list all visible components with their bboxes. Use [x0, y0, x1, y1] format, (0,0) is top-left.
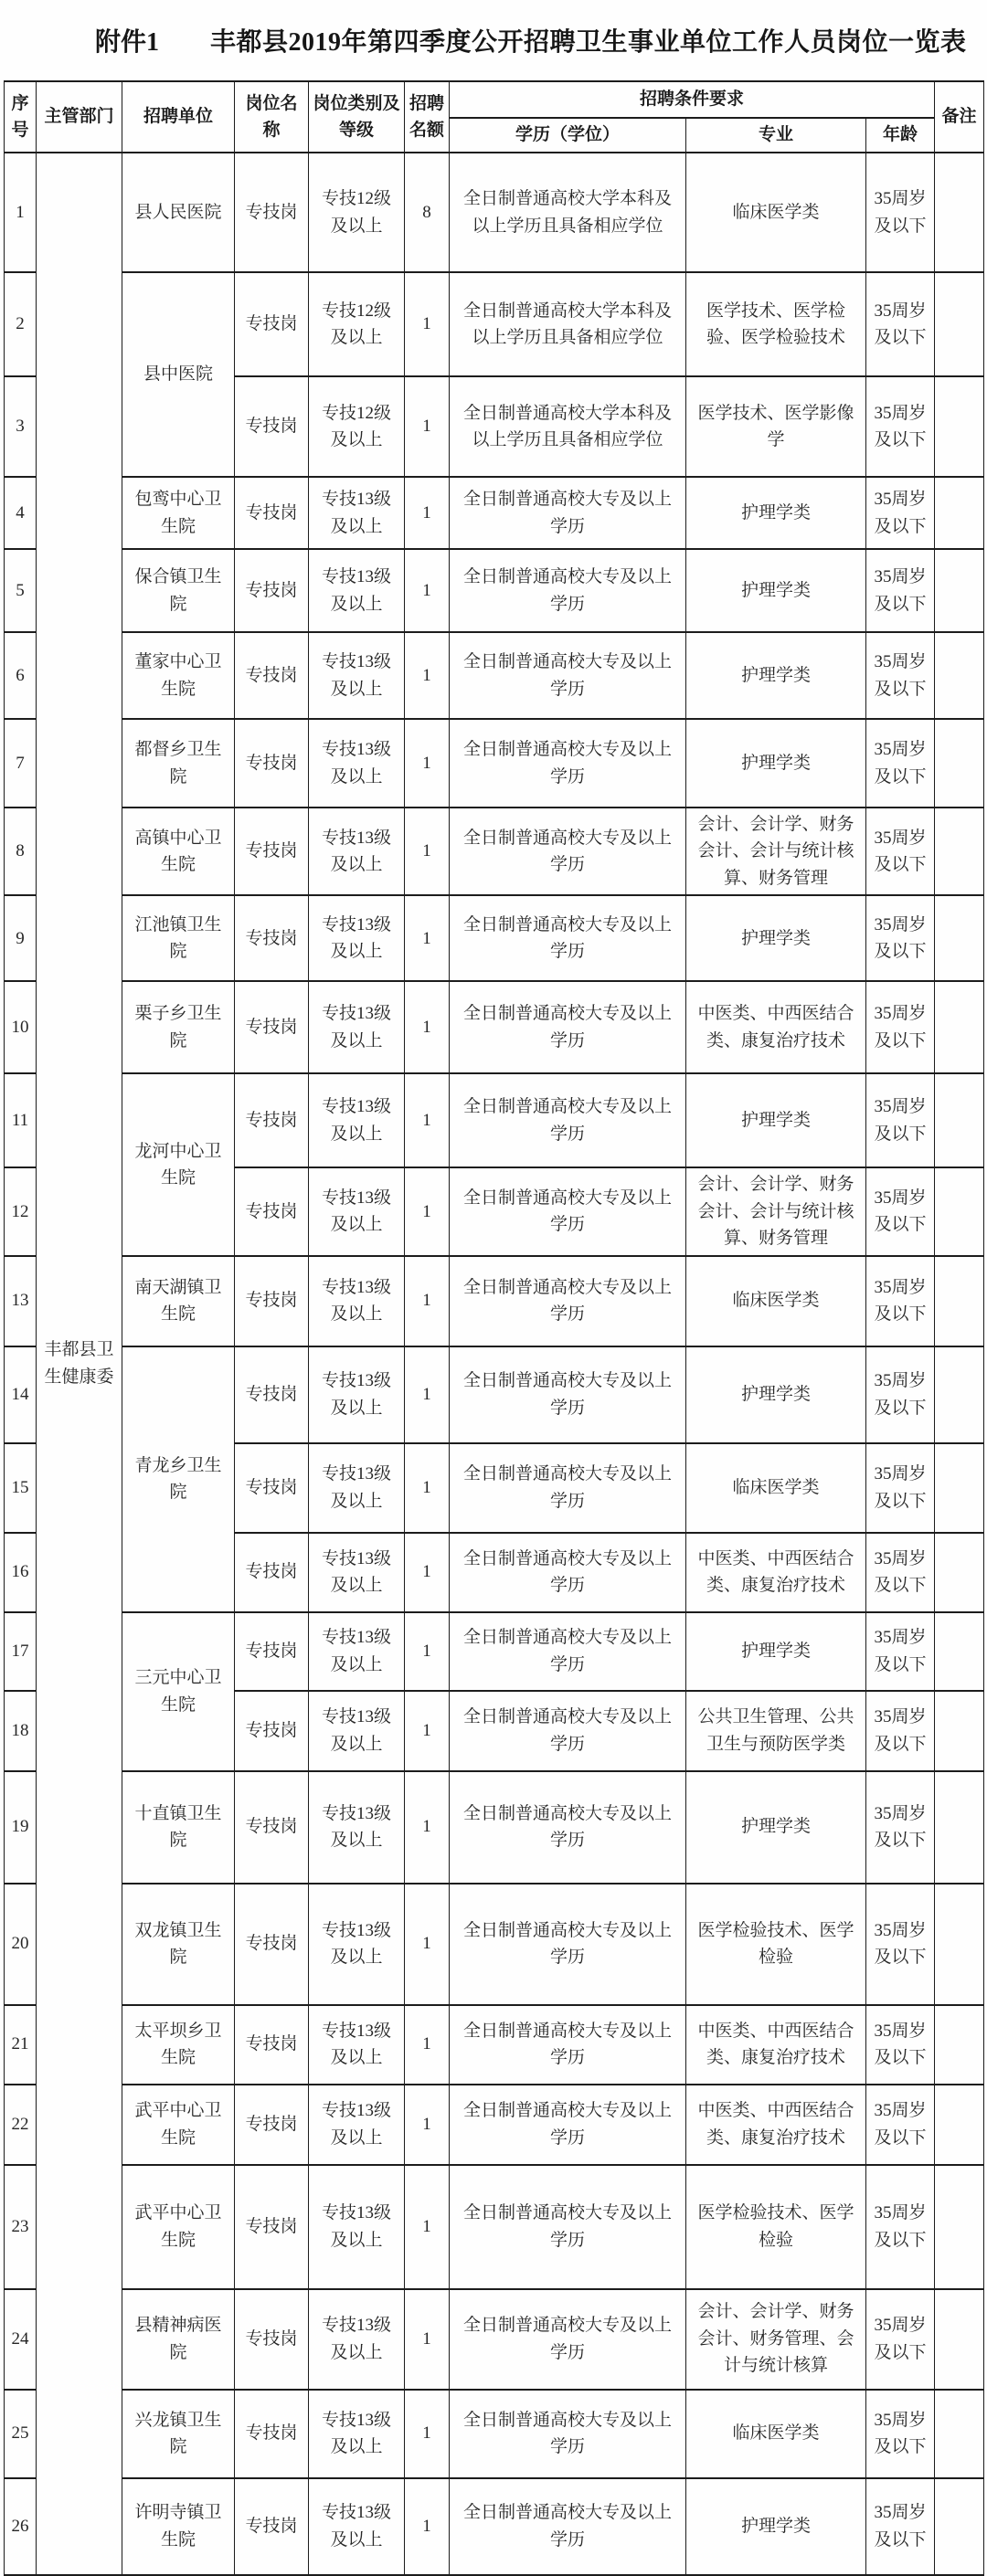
post-level-cell: 专技13级及以上 — [309, 549, 405, 632]
unit-cell: 包鸾中心卫生院 — [122, 477, 235, 549]
post-level-cell: 专技13级及以上 — [309, 1533, 405, 1612]
table-row — [5, 808, 984, 895]
remark-cell — [935, 719, 984, 808]
education-cell: 全日制普通高校大专及以上学历 — [450, 477, 686, 549]
post-level-cell: 专技13级及以上 — [309, 1691, 405, 1771]
post-level-cell: 专技13级及以上 — [309, 2289, 405, 2390]
post-level-cell: 专技13级及以上 — [309, 1443, 405, 1533]
unit-cell: 双龙镇卫生院 — [122, 1884, 235, 2005]
unit-cell: 保合镇卫生院 — [122, 549, 235, 632]
seq-cell: 26 — [5, 2478, 37, 2575]
major-cell: 会计、会计学、财务会计、财务管理、会计与统计核算 — [686, 2289, 866, 2390]
seq-cell: 3 — [5, 376, 37, 477]
major-cell: 护理学类 — [686, 1073, 866, 1167]
education-cell: 全日制普通高校大专及以上学历 — [450, 808, 686, 895]
quota-cell: 1 — [405, 1884, 450, 2005]
quota-cell: 8 — [405, 153, 450, 272]
major-cell: 护理学类 — [686, 1612, 866, 1691]
unit-cell: 南天湖镇卫生院 — [122, 1256, 235, 1346]
seq-cell: 16 — [5, 1533, 37, 1612]
table-row — [5, 1612, 984, 1691]
post-level-cell: 专技13级及以上 — [309, 2165, 405, 2289]
age-cell: 35周岁及以下 — [866, 2165, 935, 2289]
quota-cell: 1 — [405, 272, 450, 376]
table-row — [5, 549, 984, 632]
age-cell: 35周岁及以下 — [866, 2478, 935, 2575]
seq-cell: 19 — [5, 1771, 37, 1884]
post-name-cell: 专技岗 — [235, 2005, 309, 2085]
education-cell: 全日制普通高校大专及以上学历 — [450, 2165, 686, 2289]
post-level-cell: 专技13级及以上 — [309, 1256, 405, 1346]
remark-cell — [935, 1443, 984, 1533]
table-row — [5, 272, 984, 376]
quota-cell: 1 — [405, 1612, 450, 1691]
remark-cell — [935, 808, 984, 895]
age-cell: 35周岁及以下 — [866, 632, 935, 719]
seq-cell: 22 — [5, 2085, 37, 2165]
unit-cell: 许明寺镇卫生院 — [122, 2478, 235, 2575]
header-department: 主管部门 — [37, 81, 122, 153]
education-cell: 全日制普通高校大专及以上学历 — [450, 2289, 686, 2390]
post-level-cell: 专技12级及以上 — [309, 376, 405, 477]
post-level-cell: 专技13级及以上 — [309, 632, 405, 719]
major-cell: 临床医学类 — [686, 1443, 866, 1533]
remark-cell — [935, 895, 984, 981]
education-cell: 全日制普通高校大专及以上学历 — [450, 1691, 686, 1771]
major-cell: 护理学类 — [686, 477, 866, 549]
seq-cell: 5 — [5, 549, 37, 632]
education-cell: 全日制普通高校大专及以上学历 — [450, 981, 686, 1073]
table-row — [5, 2289, 984, 2390]
major-cell: 医学技术、医学影像学 — [686, 376, 866, 477]
table-row — [5, 1771, 984, 1884]
quota-cell: 1 — [405, 1533, 450, 1612]
seq-cell: 24 — [5, 2289, 37, 2390]
remark-cell — [935, 1771, 984, 1884]
quota-cell: 1 — [405, 477, 450, 549]
unit-cell: 县精神病医院 — [122, 2289, 235, 2390]
education-cell: 全日制普通高校大专及以上学历 — [450, 1612, 686, 1691]
post-name-cell: 专技岗 — [235, 895, 309, 981]
age-cell: 35周岁及以下 — [866, 1884, 935, 2005]
education-cell: 全日制普通高校大专及以上学历 — [450, 549, 686, 632]
education-cell: 全日制普通高校大专及以上学历 — [450, 2005, 686, 2085]
age-cell: 35周岁及以下 — [866, 2005, 935, 2085]
major-cell: 中医类、中西医结合类、康复治疗技术 — [686, 1533, 866, 1612]
post-level-cell: 专技13级及以上 — [309, 477, 405, 549]
remark-cell — [935, 1167, 984, 1255]
seq-cell: 9 — [5, 895, 37, 981]
post-name-cell: 专技岗 — [235, 719, 309, 808]
department-cell: 丰都县卫生健康委 — [37, 153, 122, 2575]
header-major: 专业 — [686, 118, 866, 153]
seq-cell: 14 — [5, 1346, 37, 1443]
education-cell: 全日制普通高校大专及以上学历 — [450, 1771, 686, 1884]
remark-cell — [935, 2390, 984, 2478]
age-cell: 35周岁及以下 — [866, 1073, 935, 1167]
remark-cell — [935, 1612, 984, 1691]
post-level-cell: 专技13级及以上 — [309, 1612, 405, 1691]
title-row — [0, 0, 987, 80]
education-cell: 全日制普通高校大专及以上学历 — [450, 1884, 686, 2005]
post-name-cell: 专技岗 — [235, 1073, 309, 1167]
remark-cell — [935, 2478, 984, 2575]
quota-cell: 1 — [405, 2005, 450, 2085]
header-row-top — [5, 81, 984, 118]
post-level-cell: 专技13级及以上 — [309, 981, 405, 1073]
quota-cell: 1 — [405, 2085, 450, 2165]
post-level-cell: 专技13级及以上 — [309, 1771, 405, 1884]
seq-cell: 20 — [5, 1884, 37, 2005]
remark-cell — [935, 549, 984, 632]
post-name-cell: 专技岗 — [235, 549, 309, 632]
quota-cell: 1 — [405, 1691, 450, 1771]
seq-cell: 8 — [5, 808, 37, 895]
unit-cell: 武平中心卫生院 — [122, 2085, 235, 2165]
quota-cell: 1 — [405, 1346, 450, 1443]
seq-cell: 23 — [5, 2165, 37, 2289]
seq-cell: 11 — [5, 1073, 37, 1167]
age-cell: 35周岁及以下 — [866, 1256, 935, 1346]
seq-cell: 10 — [5, 981, 37, 1073]
education-cell: 全日制普通高校大专及以上学历 — [450, 2085, 686, 2165]
table-row — [5, 1346, 984, 1443]
unit-cell: 董家中心卫生院 — [122, 632, 235, 719]
quota-cell: 1 — [405, 549, 450, 632]
post-name-cell: 专技岗 — [235, 808, 309, 895]
major-cell: 会计、会计学、财务会计、会计与统计核算、财务管理 — [686, 808, 866, 895]
table-row — [5, 981, 984, 1073]
quota-cell: 1 — [405, 1167, 450, 1255]
unit-cell: 太平坝乡卫生院 — [122, 2005, 235, 2085]
age-cell: 35周岁及以下 — [866, 2289, 935, 2390]
remark-cell — [935, 1073, 984, 1167]
remark-cell — [935, 2085, 984, 2165]
post-level-cell: 专技13级及以上 — [309, 1884, 405, 2005]
table-row — [5, 1073, 984, 1167]
post-name-cell: 专技岗 — [235, 1256, 309, 1346]
table-row — [5, 153, 984, 272]
unit-cell: 江池镇卫生院 — [122, 895, 235, 981]
seq-cell: 18 — [5, 1691, 37, 1771]
age-cell: 35周岁及以下 — [866, 1691, 935, 1771]
quota-cell: 1 — [405, 808, 450, 895]
post-level-cell: 专技13级及以上 — [309, 1346, 405, 1443]
major-cell: 临床医学类 — [686, 153, 866, 272]
education-cell: 全日制普通高校大学本科及以上学历且具备相应学位 — [450, 153, 686, 272]
seq-cell: 2 — [5, 272, 37, 376]
major-cell: 中医类、中西医结合类、康复治疗技术 — [686, 2085, 866, 2165]
age-cell: 35周岁及以下 — [866, 477, 935, 549]
education-cell: 全日制普通高校大专及以上学历 — [450, 1443, 686, 1533]
age-cell: 35周岁及以下 — [866, 1346, 935, 1443]
major-cell: 护理学类 — [686, 549, 866, 632]
education-cell: 全日制普通高校大专及以上学历 — [450, 1533, 686, 1612]
post-level-cell: 专技13级及以上 — [309, 1167, 405, 1255]
remark-cell — [935, 1256, 984, 1346]
age-cell: 35周岁及以下 — [866, 153, 935, 272]
major-cell: 护理学类 — [686, 719, 866, 808]
quota-cell: 1 — [405, 1256, 450, 1346]
unit-cell: 三元中心卫生院 — [122, 1612, 235, 1771]
quota-cell: 1 — [405, 2289, 450, 2390]
table-row — [5, 2165, 984, 2289]
post-name-cell: 专技岗 — [235, 2289, 309, 2390]
table-row — [5, 2478, 984, 2575]
header-unit: 招聘单位 — [122, 81, 235, 153]
quota-cell: 1 — [405, 2478, 450, 2575]
age-cell: 35周岁及以下 — [866, 719, 935, 808]
age-cell: 35周岁及以下 — [866, 895, 935, 981]
major-cell: 医学检验技术、医学检验 — [686, 2165, 866, 2289]
unit-cell: 县人民医院 — [122, 153, 235, 272]
post-level-cell: 专技13级及以上 — [309, 2478, 405, 2575]
header-remark: 备注 — [935, 81, 984, 153]
age-cell: 35周岁及以下 — [866, 376, 935, 477]
age-cell: 35周岁及以下 — [866, 1771, 935, 1884]
quota-cell: 1 — [405, 895, 450, 981]
post-level-cell: 专技12级及以上 — [309, 272, 405, 376]
remark-cell — [935, 1533, 984, 1612]
education-cell: 全日制普通高校大专及以上学历 — [450, 2478, 686, 2575]
remark-cell — [935, 272, 984, 376]
post-level-cell: 专技13级及以上 — [309, 808, 405, 895]
remark-cell — [935, 1691, 984, 1771]
seq-cell: 4 — [5, 477, 37, 549]
table-row — [5, 1256, 984, 1346]
age-cell: 35周岁及以下 — [866, 549, 935, 632]
quota-cell: 1 — [405, 1073, 450, 1167]
remark-cell — [935, 981, 984, 1073]
remark-cell — [935, 376, 984, 477]
major-cell: 中医类、中西医结合类、康复治疗技术 — [686, 2005, 866, 2085]
post-name-cell: 专技岗 — [235, 477, 309, 549]
post-level-cell: 专技12级及以上 — [309, 153, 405, 272]
table-header — [5, 81, 984, 153]
post-name-cell: 专技岗 — [235, 2390, 309, 2478]
seq-cell: 7 — [5, 719, 37, 808]
post-name-cell: 专技岗 — [235, 1771, 309, 1884]
table-row — [5, 477, 984, 549]
table-row — [5, 2085, 984, 2165]
quota-cell: 1 — [405, 719, 450, 808]
remark-cell — [935, 2165, 984, 2289]
unit-cell: 都督乡卫生院 — [122, 719, 235, 808]
age-cell: 35周岁及以下 — [866, 1443, 935, 1533]
major-cell: 临床医学类 — [686, 1256, 866, 1346]
unit-cell: 栗子乡卫生院 — [122, 981, 235, 1073]
age-cell: 35周岁及以下 — [866, 1612, 935, 1691]
major-cell: 护理学类 — [686, 2478, 866, 2575]
major-cell: 中医类、中西医结合类、康复治疗技术 — [686, 981, 866, 1073]
major-cell: 会计、会计学、财务会计、会计与统计核算、财务管理 — [686, 1167, 866, 1255]
quota-cell: 1 — [405, 2165, 450, 2289]
unit-cell: 青龙乡卫生院 — [122, 1346, 235, 1612]
post-name-cell: 专技岗 — [235, 1884, 309, 2005]
header-quota: 招聘名额 — [405, 81, 450, 153]
quota-cell: 1 — [405, 1443, 450, 1533]
education-cell: 全日制普通高校大学本科及以上学历且具备相应学位 — [450, 376, 686, 477]
major-cell: 医学技术、医学检验、医学检验技术 — [686, 272, 866, 376]
table-body — [5, 153, 984, 2575]
post-level-cell: 专技13级及以上 — [309, 1073, 405, 1167]
post-name-cell: 专技岗 — [235, 981, 309, 1073]
post-level-cell: 专技13级及以上 — [309, 2005, 405, 2085]
quota-cell: 1 — [405, 1771, 450, 1884]
unit-cell: 兴龙镇卫生院 — [122, 2390, 235, 2478]
major-cell: 医学检验技术、医学检验 — [686, 1884, 866, 2005]
major-cell: 护理学类 — [686, 1771, 866, 1884]
remark-cell — [935, 477, 984, 549]
major-cell: 护理学类 — [686, 632, 866, 719]
post-name-cell: 专技岗 — [235, 2085, 309, 2165]
post-name-cell: 专技岗 — [235, 153, 309, 272]
remark-cell — [935, 1884, 984, 2005]
header-requirements: 招聘条件要求 — [450, 81, 935, 118]
remark-cell — [935, 2289, 984, 2390]
age-cell: 35周岁及以下 — [866, 981, 935, 1073]
attachment-label: 附件1 — [95, 28, 160, 57]
education-cell: 全日制普通高校大专及以上学历 — [450, 1073, 686, 1167]
unit-cell: 县中医院 — [122, 272, 235, 477]
unit-cell: 高镇中心卫生院 — [122, 808, 235, 895]
major-cell: 临床医学类 — [686, 2390, 866, 2478]
age-cell: 35周岁及以下 — [866, 2390, 935, 2478]
post-name-cell: 专技岗 — [235, 272, 309, 376]
remark-cell — [935, 153, 984, 272]
education-cell: 全日制普通高校大专及以上学历 — [450, 2390, 686, 2478]
remark-cell — [935, 632, 984, 719]
seq-cell: 21 — [5, 2005, 37, 2085]
post-name-cell: 专技岗 — [235, 1167, 309, 1255]
post-name-cell: 专技岗 — [235, 1443, 309, 1533]
header-seq: 序号 — [5, 81, 37, 153]
seq-cell: 13 — [5, 1256, 37, 1346]
post-level-cell: 专技13级及以上 — [309, 2390, 405, 2478]
quota-cell: 1 — [405, 981, 450, 1073]
education-cell: 全日制普通高校大专及以上学历 — [450, 719, 686, 808]
post-name-cell: 专技岗 — [235, 1691, 309, 1771]
unit-cell: 武平中心卫生院 — [122, 2165, 235, 2289]
table-row — [5, 632, 984, 719]
post-level-cell: 专技13级及以上 — [309, 719, 405, 808]
header-education: 学历（学位） — [450, 118, 686, 153]
post-name-cell: 专技岗 — [235, 1612, 309, 1691]
table-row — [5, 2390, 984, 2478]
age-cell: 35周岁及以下 — [866, 2085, 935, 2165]
post-name-cell: 专技岗 — [235, 1346, 309, 1443]
quota-cell: 1 — [405, 2390, 450, 2478]
table-row — [5, 719, 984, 808]
job-positions-table — [4, 80, 984, 2576]
post-name-cell: 专技岗 — [235, 2478, 309, 2575]
header-level: 岗位类别及等级 — [309, 81, 405, 153]
table-row — [5, 895, 984, 981]
page-title: 丰都县2019年第四季度公开招聘卫生事业单位工作人员岗位一览表 — [210, 28, 967, 57]
post-level-cell: 专技13级及以上 — [309, 895, 405, 981]
unit-cell: 龙河中心卫生院 — [122, 1073, 235, 1255]
age-cell: 35周岁及以下 — [866, 808, 935, 895]
education-cell: 全日制普通高校大专及以上学历 — [450, 1346, 686, 1443]
remark-cell — [935, 2005, 984, 2085]
major-cell: 护理学类 — [686, 895, 866, 981]
seq-cell: 17 — [5, 1612, 37, 1691]
header-age: 年龄 — [866, 118, 935, 153]
age-cell: 35周岁及以下 — [866, 272, 935, 376]
quota-cell: 1 — [405, 376, 450, 477]
post-name-cell: 专技岗 — [235, 632, 309, 719]
unit-cell: 十直镇卫生院 — [122, 1771, 235, 1884]
post-name-cell: 专技岗 — [235, 2165, 309, 2289]
post-name-cell: 专技岗 — [235, 376, 309, 477]
education-cell: 全日制普通高校大专及以上学历 — [450, 1167, 686, 1255]
education-cell: 全日制普通高校大专及以上学历 — [450, 632, 686, 719]
education-cell: 全日制普通高校大学本科及以上学历且具备相应学位 — [450, 272, 686, 376]
table-row — [5, 2005, 984, 2085]
education-cell: 全日制普通高校大专及以上学历 — [450, 895, 686, 981]
major-cell: 护理学类 — [686, 1346, 866, 1443]
major-cell: 公共卫生管理、公共卫生与预防医学类 — [686, 1691, 866, 1771]
post-name-cell: 专技岗 — [235, 1533, 309, 1612]
age-cell: 35周岁及以下 — [866, 1533, 935, 1612]
table-row — [5, 1884, 984, 2005]
seq-cell: 15 — [5, 1443, 37, 1533]
seq-cell: 6 — [5, 632, 37, 719]
seq-cell: 25 — [5, 2390, 37, 2478]
seq-cell: 12 — [5, 1167, 37, 1255]
age-cell: 35周岁及以下 — [866, 1167, 935, 1255]
seq-cell: 1 — [5, 153, 37, 272]
header-post: 岗位名称 — [235, 81, 309, 153]
remark-cell — [935, 1346, 984, 1443]
quota-cell: 1 — [405, 632, 450, 719]
education-cell: 全日制普通高校大专及以上学历 — [450, 1256, 686, 1346]
post-level-cell: 专技13级及以上 — [309, 2085, 405, 2165]
